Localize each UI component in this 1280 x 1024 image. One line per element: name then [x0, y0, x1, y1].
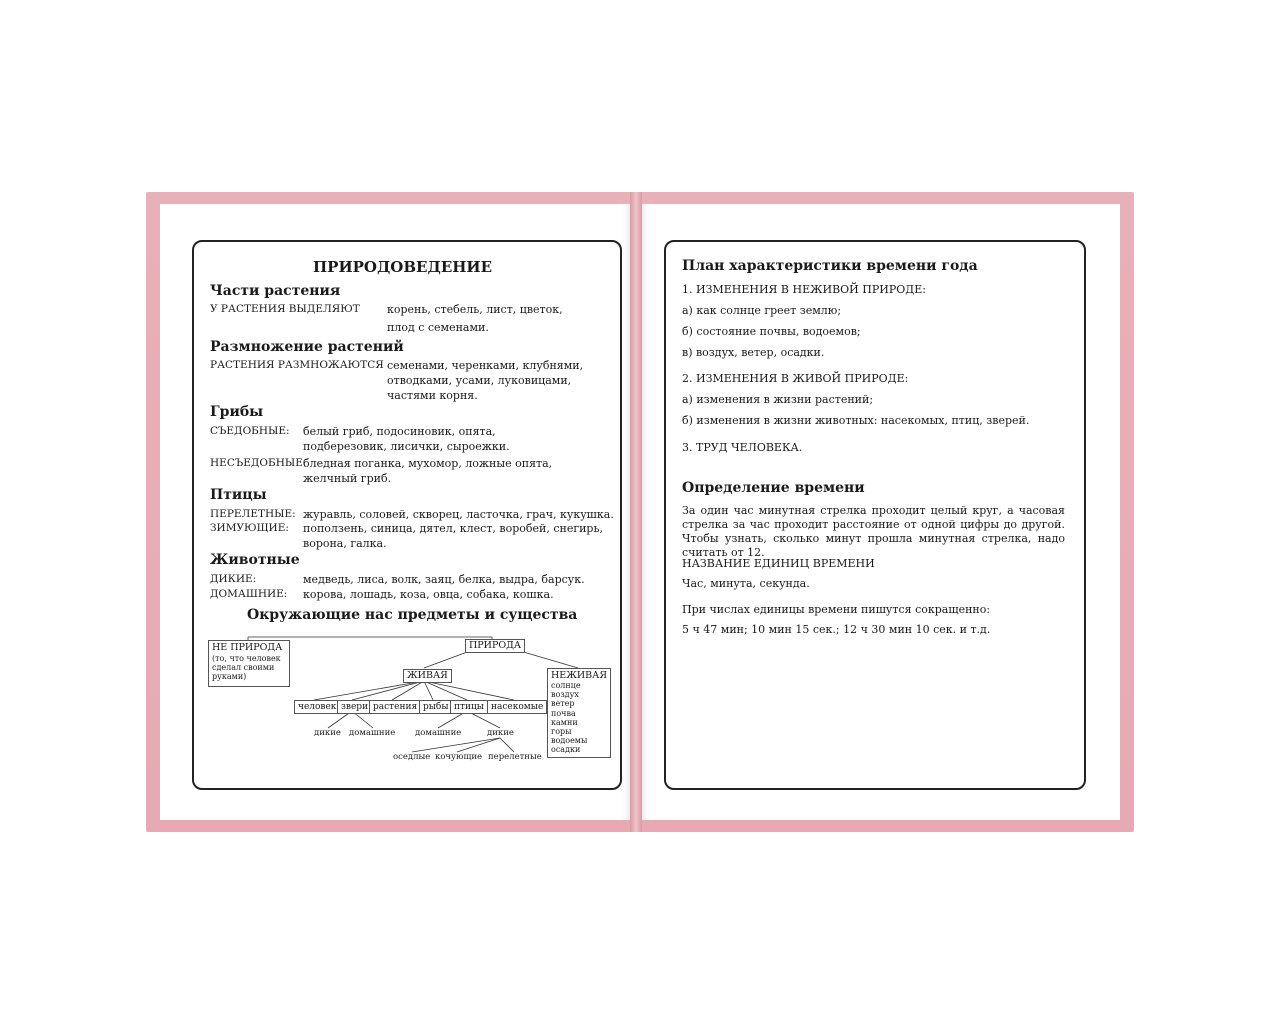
abbreviation-heading: При числах единицы времени пишутся сокращенно: — [682, 603, 991, 616]
reproduction-line: семенами, черенками, клубнями, — [387, 359, 584, 372]
time-definition-paragraph: За один час минутная стрелка проходит целый круг, а часовая стрелка за час проходит расстояние от одной цифры до другой. Чтобы узнать, сколько минут прошла минутная стрелка, надо считать от 12. — [682, 504, 1065, 559]
not-nature-note: сделал своими — [212, 663, 275, 672]
non-living-item: ветер — [551, 699, 575, 709]
reproduction-line: отводками, усами, луковицами, — [387, 374, 572, 387]
book-spine — [630, 192, 642, 832]
edible-line: белый гриб, подосиновик, опята, — [303, 425, 496, 438]
plan-item: а) как солнце греет землю; — [682, 304, 842, 317]
domestic-label: ДОМАШНИЕ: — [210, 588, 288, 600]
plan-item: б) состояние почвы, водоемов; — [682, 325, 861, 338]
reproduction-line: частями корня. — [387, 389, 478, 402]
migratory-label: ПЕРЕЛЕТНЫЕ: — [210, 508, 296, 520]
wintering-line: поползень, синица, дятел, клест, воробей, снегирь, — [303, 522, 603, 535]
non-living-item: горы — [551, 727, 572, 737]
not-nature-note: (то, что человек — [212, 654, 281, 663]
beasts-sub-domestic: домашние — [349, 728, 396, 738]
plant-parts-line: плод с семенами. — [387, 321, 489, 334]
plan-item: 2. ИЗМЕНЕНИЯ В ЖИВОЙ ПРИРОДЕ: — [682, 372, 909, 385]
not-nature-note: руками) — [212, 672, 247, 681]
edible-label: СЪЕДОБНЫЕ: — [210, 425, 290, 437]
section-heading-birds: Птицы — [210, 487, 267, 503]
wild-birds-sub: кочующие — [435, 752, 483, 762]
wild-line: медведь, лиса, волк, заяц, белка, выдра, барсук. — [303, 573, 585, 586]
edible-line: подберезовик, лисички, сыроежки. — [303, 440, 510, 453]
wintering-label: ЗИМУЮЩИЕ: — [210, 522, 289, 534]
section-heading-animals: Животные — [210, 552, 300, 568]
not-nature-box — [208, 640, 290, 687]
birds-sub-domestic: домашние — [415, 728, 462, 738]
non-living-item: осадки — [551, 745, 581, 755]
category-box: звери — [337, 700, 372, 714]
time-definition-title: Определение времени — [682, 480, 865, 496]
non-living-item: камни — [551, 717, 578, 727]
section-heading-plant-parts: Части растения — [210, 283, 341, 299]
category-box: растения — [369, 700, 421, 714]
plant-parts-label: У РАСТЕНИЯ ВЫДЕЛЯЮТ — [210, 303, 360, 315]
non-living-label: НЕЖИВАЯ — [551, 670, 608, 681]
non-living-item: почва — [551, 708, 576, 718]
section-heading-mushrooms: Грибы — [210, 404, 264, 420]
birds-sub-wild: дикие — [487, 728, 514, 738]
non-living-box — [547, 668, 611, 758]
reproduction-label: РАСТЕНИЯ РАЗМНОЖАЮТСЯ — [210, 359, 384, 371]
non-living-item: солнце — [551, 681, 581, 690]
units-heading: НАЗВАНИЕ ЕДИНИЦ ВРЕМЕНИ — [682, 557, 875, 570]
wild-label: ДИКИЕ: — [210, 573, 257, 585]
inedible-label: НЕСЪЕДОБНЫЕ: — [210, 457, 307, 469]
season-plan-title: План характеристики времени года — [682, 258, 978, 274]
plan-item: а) изменения в жизни растений; — [682, 393, 874, 406]
nature-box: ПРИРОДА — [465, 639, 525, 653]
category-box: насекомые — [487, 700, 547, 714]
units-text: Час, минута, секунда. — [682, 577, 810, 590]
migratory-line: журавль, соловей, скворец, ласточка, грач, кукушка. — [303, 508, 614, 521]
inedible-line: желчный гриб. — [303, 472, 392, 485]
beasts-sub-wild: дикие — [314, 728, 341, 738]
page-title: ПРИРОДОВЕДЕНИЕ — [313, 258, 493, 276]
not-nature-label: НЕ ПРИРОДА — [212, 642, 283, 653]
non-living-item: водоемы — [551, 736, 588, 746]
wild-birds-sub: оседлые — [393, 752, 431, 762]
inedible-line: бледная поганка, мухомор, ложные опята, — [303, 457, 553, 470]
wintering-line: ворона, галка. — [303, 537, 387, 550]
category-box: рыбы — [419, 700, 453, 714]
domestic-line: корова, лошадь, коза, овца, собака, кошка. — [303, 588, 554, 601]
plan-item: 3. ТРУД ЧЕЛОВЕКА. — [682, 441, 803, 454]
diagram-heading: Окружающие нас предметы и существа — [247, 607, 578, 623]
plan-item: б) изменения в жизни животных: насекомых, птиц, зверей. — [682, 414, 1030, 427]
non-living-item: воздух — [551, 690, 579, 700]
plan-item: 1. ИЗМЕНЕНИЯ В НЕЖИВОЙ ПРИРОДЕ: — [682, 283, 926, 296]
plant-parts-line: корень, стебель, лист, цветок, — [387, 303, 563, 316]
section-heading-reproduction: Размножение растений — [210, 339, 404, 355]
abbreviation-example: 5 ч 47 мин; 10 мин 15 сек.; 12 ч 30 мин 10 сек. и т.д. — [682, 623, 991, 636]
wild-birds-sub: перелетные — [488, 752, 542, 762]
category-box: птицы — [450, 700, 488, 714]
category-box: человек — [294, 700, 340, 714]
living-box: ЖИВАЯ — [403, 669, 452, 683]
plan-item: в) воздух, ветер, осадки. — [682, 346, 825, 359]
